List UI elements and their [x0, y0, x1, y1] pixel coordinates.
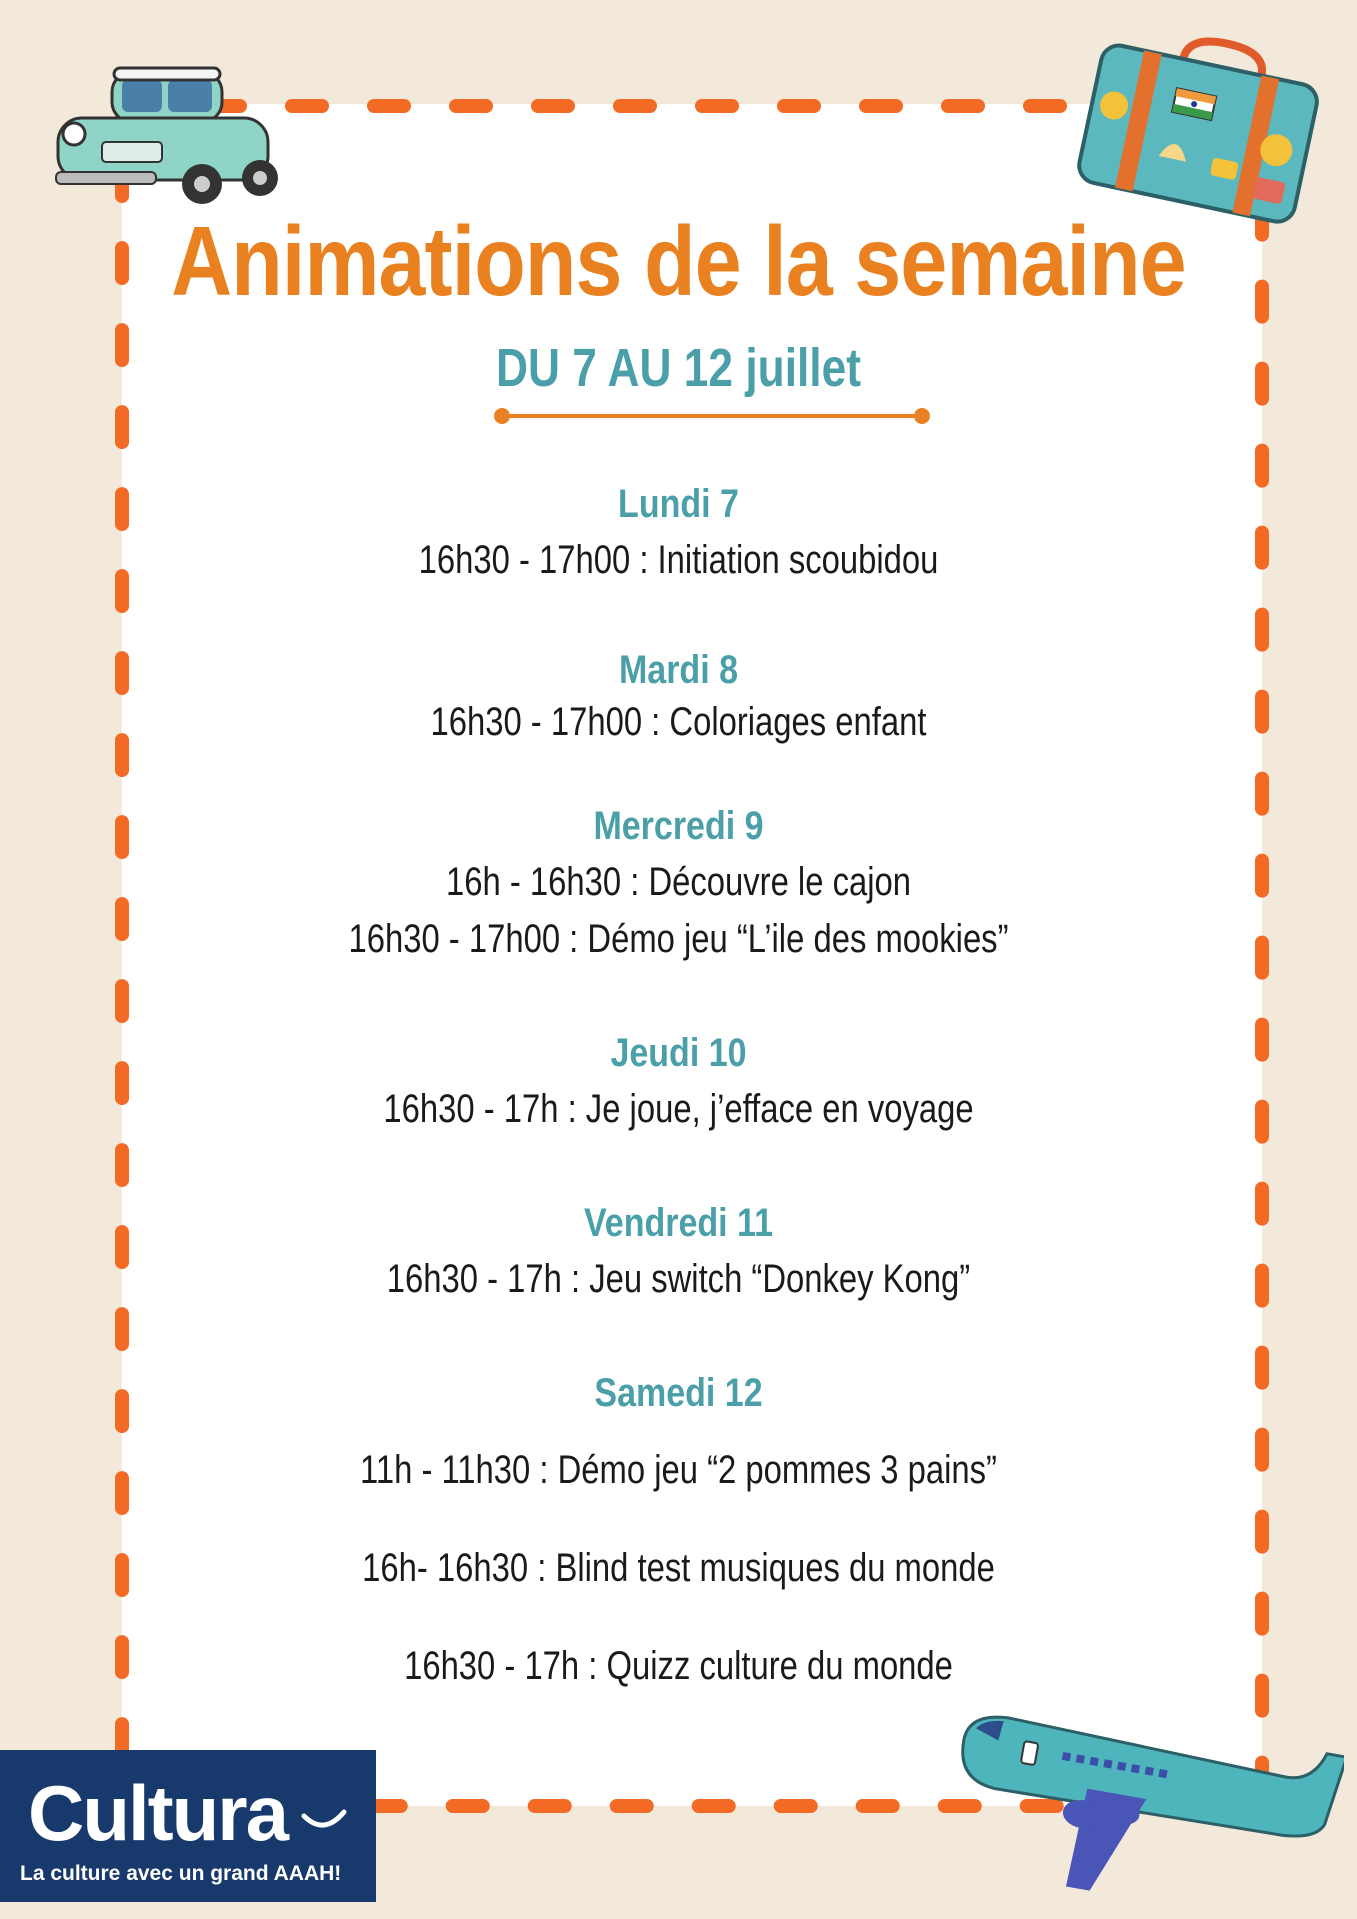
cultura-logo [0, 1750, 376, 1902]
event-item: 16h- 16h30 : Blind test musiques du monde [362, 1546, 995, 1590]
event-item: 11h - 11h30 : Démo jeu “2 pommes 3 pains” [360, 1448, 997, 1492]
logo-tagline: La culture avec un grand AAAH! [20, 1862, 342, 1885]
car-icon [52, 60, 282, 208]
event-item: 16h30 - 17h : Quizz culture du monde [404, 1644, 953, 1688]
day-heading-jeudi: Jeudi 10 [610, 1031, 747, 1075]
event-item: 16h30 - 17h00 : Coloriages enfant [430, 700, 927, 744]
title-underline [492, 404, 932, 428]
event-item: 16h30 - 17h00 : Démo jeu “L’ile des mookies” [348, 917, 1009, 961]
logo-wordmark: Cultura [28, 1769, 287, 1857]
day-heading-samedi: Samedi 12 [594, 1371, 763, 1415]
event-item: 16h30 - 17h : Je joue, j’efface en voyage [383, 1087, 974, 1131]
airplane-icon [934, 1712, 1344, 1912]
page-title: Animations de la semaine [171, 206, 1186, 316]
suitcase-icon [1068, 34, 1332, 234]
event-item: 16h - 16h30 : Découvre le cajon [446, 860, 911, 904]
event-item: 16h30 - 17h : Jeu switch “Donkey Kong” [386, 1257, 971, 1301]
day-heading-mardi: Mardi 8 [618, 648, 739, 692]
logo-swoosh-icon [300, 1798, 350, 1838]
day-heading-lundi: Lundi 7 [618, 482, 739, 526]
day-heading-vendredi: Vendredi 11 [584, 1201, 773, 1245]
event-item: 16h30 - 17h00 : Initiation scoubidou [418, 538, 939, 582]
date-range-subtitle: DU 7 AU 12 juillet [495, 338, 861, 398]
day-heading-mercredi: Mercredi 9 [593, 804, 764, 848]
